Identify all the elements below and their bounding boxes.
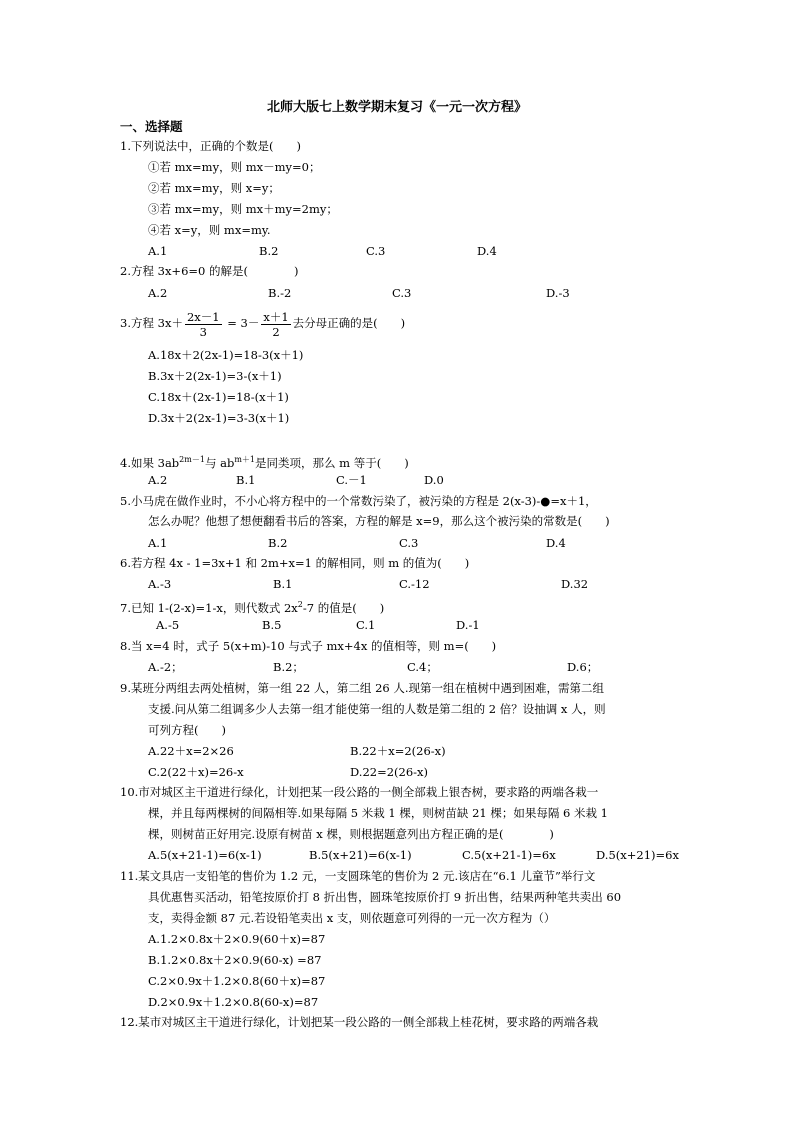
question-4-option-c: C.－1 [336, 473, 367, 487]
question-8-stem: 8.当 x=4 时，式子 5(x+m)-10 与式子 mx+4x 的值相等，则 m=( ) [120, 639, 497, 653]
question-1-item-3: ③若 mx=my，则 mx＋my=2my； [148, 202, 338, 216]
question-11-option-a: A.1.2×0.8x＋2×0.9(60＋x)=87 [148, 932, 326, 946]
question-2-option-d: D.-3 [546, 286, 570, 300]
question-5-option-a: A.1 [148, 536, 168, 550]
question-10-line-2: 棵，并且每两棵树的间隔相等.如果每隔 5 米栽 1 棵，则树苗缺 21 棵；如果每隔 6 米栽 1 [148, 806, 608, 820]
question-4-option-b: B.1 [236, 473, 256, 487]
question-3-term-2: = 3－ [227, 316, 260, 330]
question-7-stem [120, 596, 384, 617]
question-11-option-c: C.2×0.9x＋1.2×0.8(60＋x)=87 [148, 974, 326, 988]
document-title: 北师大版七上数学期末复习《一元一次方程》 [266, 100, 527, 115]
question-6-option-a: A.-3 [148, 577, 172, 591]
fraction-2 [261, 310, 290, 339]
question-6-option-c: C.-12 [399, 577, 430, 591]
question-2-option-a: A.2 [148, 286, 168, 300]
question-8-option-d: D.6； [567, 660, 599, 674]
question-7-option-c: C.1 [356, 618, 376, 632]
question-3-prefix: 3.方程 [120, 316, 154, 330]
question-2-option-b: B.-2 [268, 286, 292, 300]
question-5-line-2: 怎么办呢？他想了想便翻看书后的答案，方程的解是 x=9，那么这个被污染的常数是( ) [148, 514, 610, 528]
question-3-option-d: D.3x＋2(2x-1)=3-3(x＋1) [148, 411, 290, 425]
question-5-option-c: C.3 [399, 536, 419, 550]
question-5-line-1: 5.小马虎在做作业时，不小心将方程中的一个常数污染了，被污染的方程是 2(x-3)-●=x＋1， [120, 494, 597, 508]
fraction-1-denominator: 3 [199, 324, 207, 339]
question-7-option-b: B.5 [262, 618, 282, 632]
question-11-option-d: D.2×0.9x＋1.2×0.8(60-x)=87 [148, 995, 319, 1009]
question-1-option-a: A.1 [148, 244, 168, 258]
question-11-line-2: 具优惠售买活动，铅笔按原价打 8 折出售，圆珠笔按原价打 9 折出售，结果两种笔共卖出 60 [148, 890, 622, 904]
question-10-option-d: D.5(x+21)=6x [596, 848, 679, 862]
question-4-exponent-1: 2m－1 [179, 455, 205, 464]
question-8-option-a: A.-2； [148, 660, 183, 674]
question-9-option-a: A.22＋x=2×26 [148, 744, 234, 758]
question-4-stem [120, 451, 409, 472]
question-2-stem: 2.方程 3x+6=0 的解是( ) [120, 264, 299, 278]
question-9-line-1: 9.某班分两组去两处植树，第一组 22 人，第二组 26 人.现第一组在植树中遇到困难，需第二组 [120, 681, 605, 695]
question-12-line-1: 12.某市对城区主干道进行绿化，计划把某一段公路的一侧全部栽上桂花树，要求路的两端各栽 [120, 1015, 599, 1029]
question-3-option-c: C.18x＋(2x-1)=18-(x＋1) [148, 390, 289, 404]
fraction-1-numerator: 2x－1 [186, 309, 220, 324]
question-10-option-a: A.5(x+21-1)=6(x-1) [148, 848, 262, 862]
question-9-line-2: 支援.问从第二组调多少人去第一组才能使第一组的人数是第二组的 2 倍？设抽调 x 人，则 [148, 702, 606, 716]
question-11-line-1: 11.某文具店一支铅笔的售价为 1.2 元，一支圆珠笔的售价为 2 元.该店在“6.1 儿童节”举行文 [120, 869, 596, 883]
question-6-option-d: D.32 [561, 577, 589, 591]
question-5-option-b: B.2 [268, 536, 288, 550]
question-7-option-d: D.-1 [456, 618, 480, 632]
question-2-option-c: C.3 [392, 286, 412, 300]
fraction-2-denominator: 2 [272, 324, 280, 339]
question-9-option-d: D.22=2(26-x) [350, 765, 429, 779]
question-8-option-c: C.4； [407, 660, 438, 674]
question-8-option-b: B.2； [273, 660, 304, 674]
question-7-text-a: 7.已知 1-(2-x)=1-x，则代数式 2x [120, 600, 298, 615]
question-7-text-b: -7 的值是( ) [302, 600, 385, 615]
question-1-option-b: B.2 [259, 244, 279, 258]
question-10-line-3: 棵，则树苗正好用完.设原有树苗 x 棵，则根据题意列出方程正确的是( ) [148, 827, 554, 841]
question-4-exponent-2: m＋1 [234, 455, 255, 464]
question-1-item-2: ②若 mx=my，则 x=y； [148, 181, 280, 195]
question-5-option-d: D.4 [546, 536, 566, 550]
question-10-option-c: C.5(x+21-1)=6x [462, 848, 556, 862]
section-heading: 一、选择题 [120, 119, 183, 134]
question-6-option-b: B.1 [273, 577, 293, 591]
question-7-exponent: 2 [297, 600, 303, 609]
question-3-stem [120, 309, 405, 339]
question-4-text-b: 与 ab [204, 455, 235, 470]
question-10-line-1: 10.市对城区主干道进行绿化，计划把某一段公路的一侧全部栽上银杏树，要求路的两端各栽一 [120, 785, 599, 799]
fraction-2-numerator: x＋1 [263, 309, 289, 324]
question-4-option-d: D.0 [424, 473, 444, 487]
question-6-stem: 6.若方程 4x - 1=3x+1 和 2m+x=1 的解相同，则 m 的值为( ) [120, 556, 470, 570]
question-9-line-3: 可列方程( ) [148, 723, 226, 737]
question-3-option-b: B.3x＋2(2x-1)=3-(x＋1) [148, 369, 282, 383]
question-3-option-a: A.18x＋2(2x-1)=18-3(x＋1) [148, 348, 304, 362]
question-11-line-3: 支，卖得金额 87 元.若设铅笔卖出 x 支，则依题意可列得的一元一次方程为（） [148, 911, 556, 925]
question-7-option-a: A.-5 [156, 618, 180, 632]
question-10-option-b: B.5(x+21)=6(x-1) [309, 848, 412, 862]
question-4-text-a: 4.如果 3ab [120, 455, 180, 470]
question-1-option-c: C.3 [366, 244, 386, 258]
question-3-suffix: 去分母正确的是( ) [292, 316, 406, 330]
question-9-option-b: B.22＋x=2(26-x) [350, 744, 446, 758]
question-1-option-d: D.4 [477, 244, 497, 258]
fraction-1 [185, 310, 222, 339]
question-1-item-4: ④若 x=y，则 mx=my. [148, 223, 271, 237]
question-1-stem: 1.下列说法中，正确的个数是( ) [120, 139, 301, 153]
question-3-term-1: 3x＋ [157, 316, 183, 330]
question-4-text-c: 是同类项，那么 m 等于( ) [255, 455, 409, 470]
question-1-item-1: ①若 mx=my，则 mx－my=0； [148, 160, 321, 174]
question-9-option-c: C.2(22＋x)=26-x [148, 765, 244, 779]
question-4-option-a: A.2 [148, 473, 168, 487]
question-11-option-b: B.1.2×0.8x＋2×0.9(60-x) =87 [148, 953, 322, 967]
